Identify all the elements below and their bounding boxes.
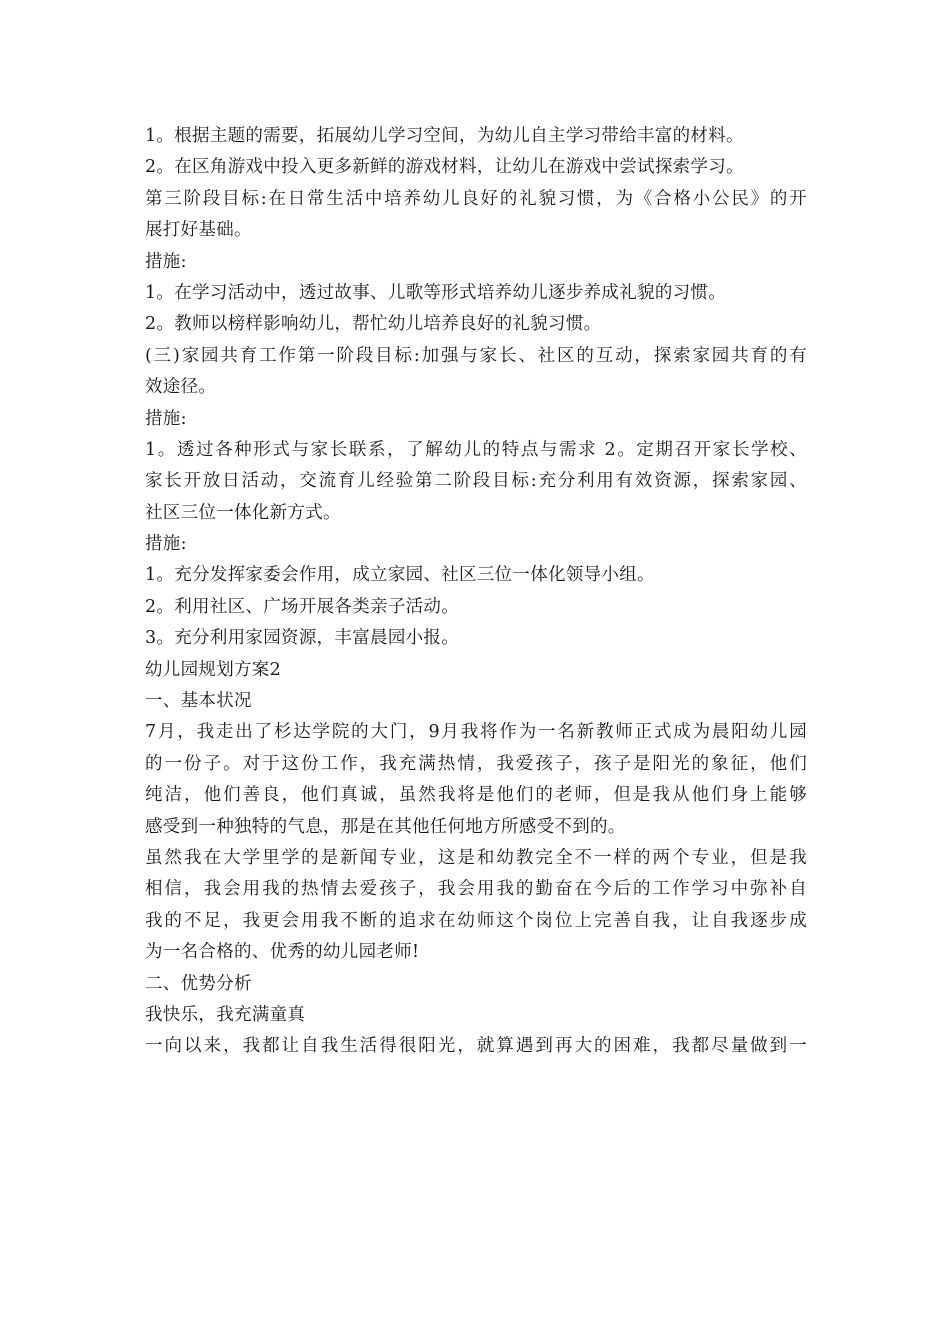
text-line: 幼儿园规划方案2 [145,659,282,680]
text-line: 2。利用社区、广场开展各类亲子活动。 [145,596,460,617]
text-line: 1。充分发挥家委会作用，成立家园、社区三位一体化领导小组。 [145,565,655,586]
text-line: (三)家园共育工作第一阶段目标:加强与家长、社区的互动，探索家园共育的有 [145,345,807,366]
text-line: 1。透过各种形式与家长联系，了解幼儿的特点与需求 2。定期召开家长学校、 [145,439,807,460]
text-line: 为一名合格的、优秀的幼儿园老师! [145,942,420,963]
text-line: 第三阶段目标:在日常生活中培养幼儿良好的礼貌习惯，为《合格小公民》的开 [145,188,807,209]
text-line: 感受到一种独特的气息，那是在其他任何地方所感受不到的。 [145,816,626,837]
document-body [145,121,807,1063]
text-line: 虽然我在大学里学的是新闻专业，这是和幼教完全不一样的两个专业，但是我 [145,847,807,868]
text-line: 措施: [145,251,187,272]
text-line: 二、优势分析 [145,973,252,994]
text-line: 2。教师以榜样影响幼儿，帮忙幼儿培养良好的礼貌习惯。 [145,314,602,335]
text-line: 7月，我走出了杉达学院的大门，9月我将作为一名新教师正式成为晨阳幼儿园 [145,722,807,743]
text-line: 措施: [145,534,187,555]
text-line: 2。在区角游戏中投入更多新鲜的游戏材料，让幼儿在游戏中尝试探索学习。 [145,157,744,178]
text-line: 我快乐，我充满童真 [145,1004,306,1025]
text-line: 效途径。 [145,377,217,398]
text-line: 的一份子。对于这份工作，我充满热情，我爱孩子，孩子是阳光的象征，他们 [145,753,807,774]
text-line: 3。充分利用家园资源，丰富晨园小报。 [145,628,460,649]
text-line: 展打好基础。 [145,220,252,241]
text-line: 相信，我会用我的热情去爱孩子，我会用我的勤奋在今后的工作学习中弥补自 [145,879,807,900]
text-line: 一向以来，我都让自我生活得很阳光，就算遇到再大的困难，我都尽量做到一 [145,1036,807,1057]
text-line: 措施: [145,408,187,429]
text-line: 纯洁，他们善良，他们真诚，虽然我将是他们的老师，但是我从他们身上能够 [145,785,807,806]
text-line: 社区三位一体化新方式。 [145,502,341,523]
text-line: 我的不足，我更会用我不断的追求在幼师这个岗位上完善自我，让自我逐步成 [145,910,807,931]
text-line: 家长开放日活动，交流育儿经验第二阶段目标:充分利用有效资源，探索家园、 [145,471,807,492]
text-line: 1。在学习活动中，透过故事、儿歌等形式培养幼儿逐步养成礼貌的习惯。 [145,282,727,303]
text-line: 一、基本状况 [145,691,252,712]
text-line: 1。根据主题的需要，拓展幼儿学习空间，为幼儿自主学习带给丰富的材料。 [145,126,744,146]
